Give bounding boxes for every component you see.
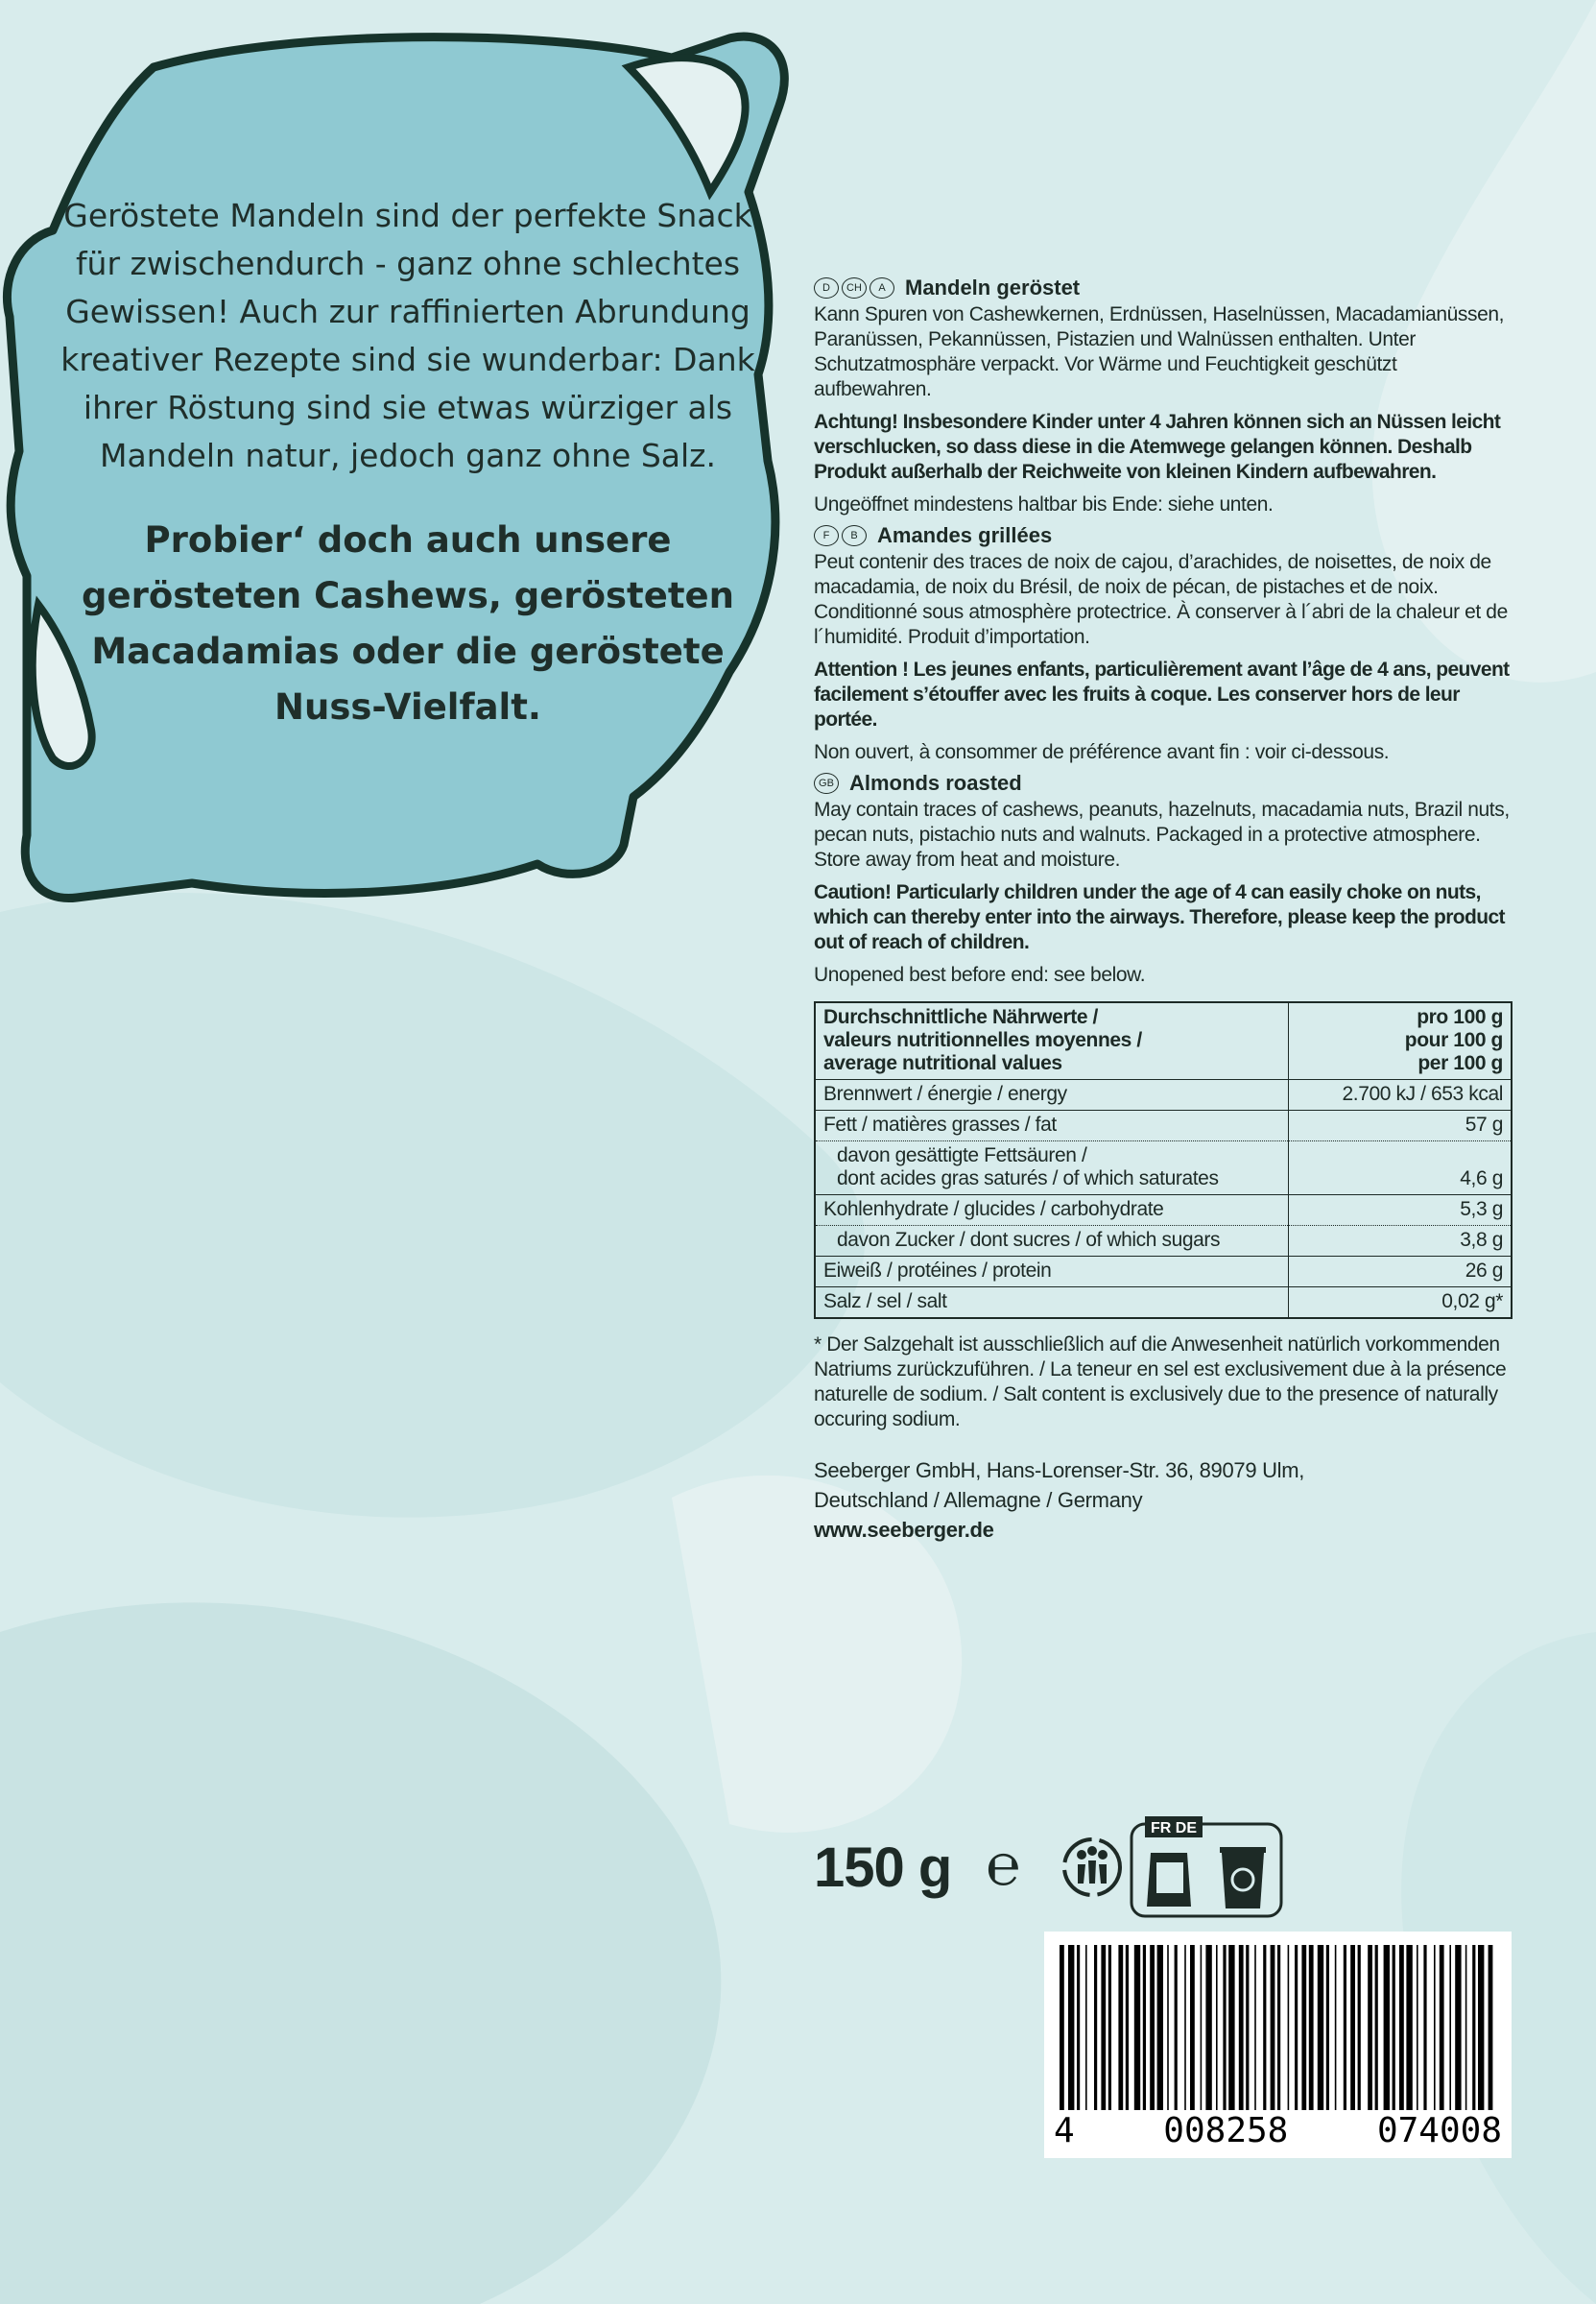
barcode-bar [1406,1945,1412,2110]
barcode-bar [1350,1945,1355,2110]
barcode-bar [1358,1945,1361,2110]
barcode-bar [1060,1945,1064,2110]
website-link[interactable]: www.seeberger.de [814,1518,994,1542]
barcode-bar [1326,1945,1329,2110]
barcode-bar [1384,1945,1390,2110]
manufacturer-address [814,1455,1514,1545]
nutrient-label: davon gesättigte Fettsäuren / dont acides gras saturés / of which saturates [815,1141,1289,1195]
nutrient-value: 5,3 g [1289,1195,1513,1226]
barcode-bar [1216,1945,1218,2110]
nutrient-value: 57 g [1289,1111,1513,1141]
salt-footnote: * Der Salzgehalt ist ausschließlich auf die Anwesenheit natürlich vorkommenden Natriums zurückzuführen. / La teneur en sel est exclusivement due à la présence naturelle de sodium. / Salt content is exclusively due to the presence of naturally occuring sodium. [814,1333,1507,1430]
barcode-bar [1417,1945,1418,2110]
barcode-bar [1108,1945,1111,2110]
section-fr-title: Amandes grillées [877,523,1053,547]
nutrient-value: 4,6 g [1289,1141,1513,1195]
triman-icon [1060,1836,1124,1899]
section-de-title: Mandeln geröstet [905,276,1081,300]
barcode-digit-group: 074008 [1376,2111,1502,2150]
barcode-bar [1239,1945,1244,2110]
barcode-bar [1205,1945,1211,2110]
nutrient-label: Brennwert / énergie / energy [815,1080,1289,1111]
table-row [815,1287,1512,1319]
section-en-info: May contain traces of cashews, peanuts, hazelnuts, macadamia nuts, Brazil nuts, pecan nuts, pistachio nuts and walnuts. Packaged in a protective atmosphere. Store away from heat and moisture. [814,799,1510,871]
barcode-bar [1423,1945,1426,2110]
intro-cta: Probier‘ doch auch unsere gerösteten Cashews, gerösteten Macadamias oder die geröstete Nuss-Vielfalt. [82,519,734,728]
table-row [815,1080,1512,1111]
country-code-badge: A [869,277,894,299]
barcode-bar [1344,1945,1346,2110]
barcode-bar [1223,1945,1226,2110]
barcode-bar [1094,1945,1097,2110]
nutrient-label: Kohlenhydrate / glucides / carbohydrate [815,1195,1289,1226]
product-label [814,274,1514,1545]
section-en-header [814,769,1514,798]
nutrition-header-value: pro 100 g pour 100 g per 100 g [1289,1002,1513,1080]
nutrient-label: Fett / matières grasses / fat [815,1111,1289,1141]
barcode-bar [1288,1945,1290,2110]
section-en-title: Almonds roasted [849,771,1022,795]
table-row [815,1195,1512,1226]
section-de-header [814,274,1514,302]
barcode-bar [1150,1945,1155,2110]
barcode-bar [1455,1945,1461,2110]
recycling-info-icon [1130,1814,1283,1920]
barcode-bar [1077,1945,1080,2110]
barcode-bar [1101,1945,1106,2110]
nutrition-header-label: Durchschnittliche Nährwerte / valeurs nutritionnelles moyennes / average nutritional values [823,1006,1142,1074]
barcode-bar [1489,1945,1493,2110]
country-code-badge: D [814,277,839,299]
barcode-bar [1126,1945,1129,2110]
barcode-bar [1184,1945,1186,2110]
barcode-bar [1134,1945,1140,2110]
barcode-bar [1318,1945,1323,2110]
barcode-bar [1440,1945,1444,2110]
nutrient-label: Salz / sel / salt [815,1287,1289,1319]
barcode-bar [1085,1945,1087,2110]
table-row [815,1226,1512,1257]
nutrient-value: 26 g [1289,1257,1513,1287]
table-row [815,1141,1512,1195]
barcode-bar [1301,1945,1306,2110]
nutrient-value: 0,02 g* [1289,1287,1513,1319]
barcode-bar [1228,1945,1234,2110]
barcode [1044,1932,1512,2158]
intro-text-block [58,192,758,735]
section-en-warning: Caution! Particularly children under the age of 4 can easily choke on nuts, which can thereby enter into the airways. Therefore, please keep the product out of reach of children. [814,881,1505,953]
nutrient-label: Eiweiß / protéines / protein [815,1257,1289,1287]
nutrition-header-row [815,1002,1512,1080]
barcode-bar [1271,1945,1275,2110]
section-fr-best-before: Non ouvert, à consommer de préférence avant fin : voir ci-dessous. [814,741,1390,763]
barcode-bar [1068,1945,1074,2110]
section-fr-header [814,521,1514,550]
barcode-bar [1118,1945,1123,2110]
address-line: Seeberger GmbH, Hans-Lorenser-Str. 36, 89079 Ulm, [814,1458,1305,1482]
country-code-badge: B [842,525,867,546]
section-de-warning: Achtung! Insbesondere Kinder unter 4 Jahren können sich an Nüssen leicht verschlucken, so dass diese in die Atemwege gelangen können. Deshalb Produkt außerhalb der Reichweite von kleinen Kindern aufbewahren. [814,411,1501,483]
barcode-number [1044,2111,1512,2150]
barcode-bar [1190,1945,1195,2110]
section-fr-warning: Attention ! Les jeunes enfants, particulièrement avant l’âge de 4 ans, peuvent facilement s’étouffer avec les fruits à coque. Les conserver hors de leur portée. [814,659,1510,731]
section-en-best-before: Unopened best before end: see below. [814,964,1146,986]
nutrient-label: davon Zucker / dont sucres / of which sugars [815,1226,1289,1257]
barcode-bar [1167,1945,1169,2110]
barcode-bar [1246,1945,1249,2110]
recycling-country-label: FR DE [1151,1820,1198,1836]
country-code-badge: F [814,525,839,546]
barcode-digit-group: 4 [1054,2111,1075,2150]
barcode-bar [1375,1945,1378,2110]
barcode-bar [1157,1945,1163,2110]
barcode-bar [1254,1945,1256,2110]
barcode-bar [1263,1945,1266,2110]
section-de-info: Kann Spuren von Cashewkernen, Erdnüssen, Haselnüssen, Macadamianüssen, Paranüssen, Pekannüssen, Pistazien und Walnüssen enthalten. Unter Schutzatmosphäre verpackt. Vor Wärme und Feuchtigkeit geschützt aufbewahren. [814,303,1505,400]
barcode-bar [1449,1945,1451,2110]
barcode-bar [1295,1945,1298,2110]
table-row [815,1111,1512,1141]
barcode-bar [1277,1945,1280,2110]
barcode-bar [1434,1945,1436,2110]
barcode-bar [1472,1945,1475,2110]
barcode-bar [1335,1945,1337,2110]
barcode-bar [1393,1945,1395,2110]
barcode-bar [1465,1945,1467,2110]
table-row [815,1257,1512,1287]
country-code-badge: CH [842,277,867,299]
barcode-bar [1399,1945,1404,2110]
barcode-bar [1478,1945,1484,2110]
net-weight: 150 g [814,1836,952,1899]
address-line: Deutschland / Allemagne / Germany [814,1488,1143,1512]
country-code-badge: GB [814,773,839,794]
barcode-bar [1201,1945,1203,2110]
barcode-bar [1309,1945,1314,2110]
section-fr-info: Peut contenir des traces de noix de cajou, d’arachides, de noisettes, de noix de macadamia, de noix du Brésil, de noix de pécan, de pistaches et de noix. Conditionné sous atmosphère protectrice. À conserver à l´abri de la chaleur et de l´humidité. Produit d’importation. [814,551,1508,648]
nutrient-value: 2.700 kJ / 653 kcal [1289,1080,1513,1111]
estimated-sign-icon: ℮ [986,1832,1021,1897]
nutrient-value: 3,8 g [1289,1226,1513,1257]
barcode-bar [1175,1945,1178,2110]
barcode-bar [1368,1945,1372,2110]
intro-paragraph: Geröstete Mandeln sind der perfekte Snack für zwischendurch - ganz ohne schlechtes Gewissen! Auch zur raffinierten Abrundung kreativer Rezepte sind sie wunderbar: Dank ihrer Röstung sind sie etwas würziger als Mandeln natur, jedoch ganz ohne Salz. [60,197,755,474]
barcode-bar [1143,1945,1146,2110]
weight-and-marks [814,1814,1283,1920]
barcode-digit-group: 008258 [1163,2111,1289,2150]
nutrition-table [814,1001,1513,1319]
section-de-best-before: Ungeöffnet mindestens haltbar bis Ende: siehe unten. [814,493,1274,516]
